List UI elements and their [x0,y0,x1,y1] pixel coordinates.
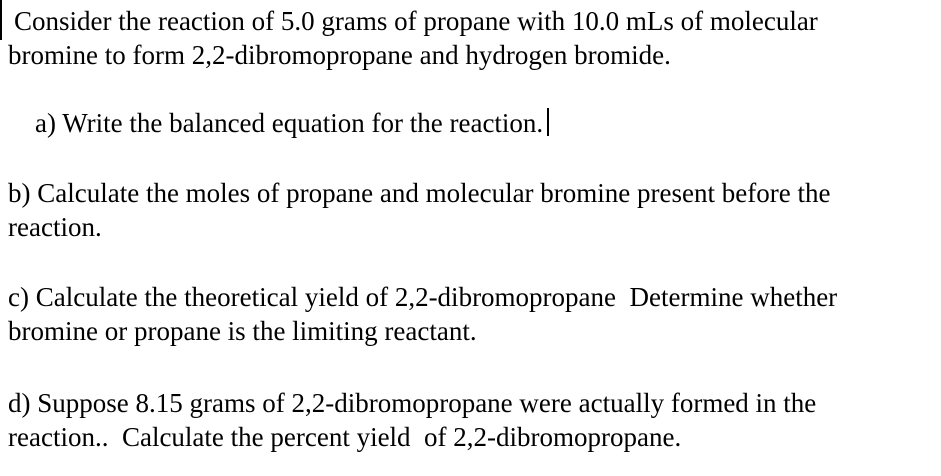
text-box-border [0,0,2,40]
question-b-line-2: reaction. [8,212,102,242]
question-d-line-2: reaction.. Calculate the percent yield of 2,2-dibromopropane. [8,422,682,452]
question-c-line-1: c) Calculate the theoretical yield of 2,2-dibromopropane Determine whether [8,282,838,312]
question-b-line-1: b) Calculate the moles of propane and molecular bromine present before the [8,178,831,208]
intro-line-1: Consider the reaction of 5.0 grams of propane with 10.0 mLs of molecular [14,6,818,36]
intro-line-2: bromine to form 2,2-dibromopropane and hydrogen bromide. [8,40,671,70]
question-c-line-2: bromine or propane is the limiting reactant. [8,316,477,346]
text-cursor [547,108,549,136]
question-a-line[interactable] [8,72,549,174]
question-d-line-1: d) Suppose 8.15 grams of 2,2-dibromopropane were actually formed in the [8,388,817,418]
question-a-text: a) Write the balanced equation for the reaction. [35,108,544,138]
